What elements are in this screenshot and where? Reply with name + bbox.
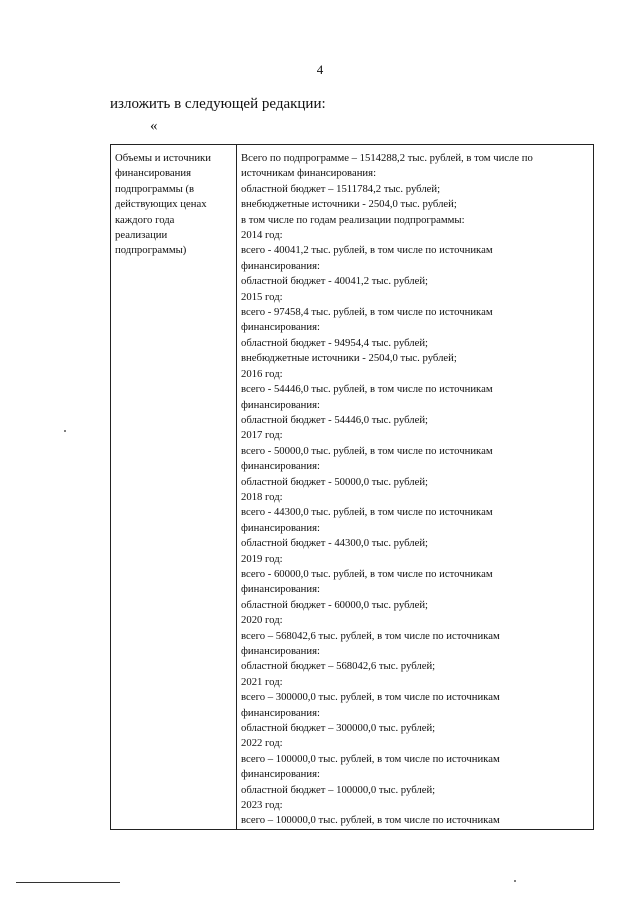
label-line: Объемы и источники xyxy=(115,152,211,164)
content-line: областной бюджет – 300000,0 тыс. рублей; xyxy=(241,722,436,735)
content-line: 2023 год: xyxy=(241,799,283,812)
table-row xyxy=(111,145,594,830)
opening-quote: « xyxy=(150,118,158,134)
content-line: финансирования: xyxy=(241,706,320,719)
content-line: всего – 300000,0 тыс. рублей, в том числе по источникам xyxy=(241,691,500,704)
content-line: 2017 год: xyxy=(241,429,283,442)
content-line: внебюджетные источники - 2504,0 тыс. рублей; xyxy=(241,352,457,365)
content-line: областной бюджет - 54446,0 тыс. рублей; xyxy=(241,413,429,426)
label-line: подпрограммы (в xyxy=(115,182,195,195)
content-line: всего - 40041,2 тыс. рублей, в том числе по источникам xyxy=(241,244,493,257)
content-line: всего – 100000,0 тыс. рублей, в том числе по источникам xyxy=(241,814,500,827)
content-line: областной бюджет – 100000,0 тыс. рублей; xyxy=(241,783,436,796)
content-line: всего - 97458,4 тыс. рублей, в том числе по источникам xyxy=(241,306,493,319)
content-line: финансирования: xyxy=(241,259,320,272)
content-line: областной бюджет – 568042,6 тыс. рублей; xyxy=(241,660,436,673)
footnote-separator xyxy=(16,882,120,883)
content-line: 2014 год: xyxy=(241,229,283,242)
content-line: 2020 год: xyxy=(241,614,283,627)
scan-speck xyxy=(64,430,66,432)
content-line: областной бюджет - 60000,0 тыс. рублей; xyxy=(241,598,429,611)
content-line: финансирования: xyxy=(241,398,320,411)
financing-table xyxy=(110,144,594,830)
content-cell xyxy=(237,145,594,830)
content-line: областной бюджет - 44300,0 тыс. рублей; xyxy=(241,537,429,550)
intro-text: изложить в следующей редакции: xyxy=(110,96,326,112)
label-line: финансирования xyxy=(115,167,191,180)
content-line: в том числе по годам реализации подпрограммы: xyxy=(241,213,465,226)
content-line: всего - 44300,0 тыс. рублей, в том числе по источникам xyxy=(241,506,493,519)
label-line: реализации xyxy=(115,229,168,242)
content-line: финансирования: xyxy=(241,321,320,334)
label-line: действующих ценах xyxy=(115,198,207,211)
content-line: финансирования: xyxy=(241,768,320,781)
content-line: всего - 50000,0 тыс. рублей, в том числе по источникам xyxy=(241,444,493,457)
content-line: всего - 60000,0 тыс. рублей, в том числе по источникам xyxy=(241,567,493,580)
content-line: 2016 год: xyxy=(241,367,283,380)
content-line: 2022 год: xyxy=(241,737,283,750)
content-line: всего – 568042,6 тыс. рублей, в том числе по источникам xyxy=(241,629,500,642)
content-line: всего - 54446,0 тыс. рублей, в том числе по источникам xyxy=(241,383,493,396)
content-line: областной бюджет - 40041,2 тыс. рублей; xyxy=(241,275,429,288)
content-line: областной бюджет – 1511784,2 тыс. рублей; xyxy=(241,182,441,195)
content-line: 2019 год: xyxy=(241,552,283,565)
label-line: каждого года xyxy=(115,213,175,226)
content-line: финансирования: xyxy=(241,460,320,473)
content-line: всего – 100000,0 тыс. рублей, в том числе по источникам xyxy=(241,752,500,765)
content-line: финансирования: xyxy=(241,521,320,534)
content-line: 2021 год: xyxy=(241,675,283,688)
content-line: областной бюджет - 94954,4 тыс. рублей; xyxy=(241,336,429,349)
content-line: финансирования: xyxy=(241,583,320,596)
content-line: финансирования: xyxy=(241,645,320,657)
label-cell xyxy=(111,145,237,830)
content-line: областной бюджет - 50000,0 тыс. рублей; xyxy=(241,475,429,488)
scan-speck xyxy=(514,880,516,882)
content-line: 2018 год: xyxy=(241,490,283,503)
page-number: 4 xyxy=(316,62,324,77)
label-line: подпрограммы) xyxy=(115,244,187,257)
content-line: 2015 год: xyxy=(241,290,283,303)
content-line: внебюджетные источники - 2504,0 тыс. рублей; xyxy=(241,198,457,211)
content-line: источникам финансирования: xyxy=(241,167,377,180)
content-line: Всего по подпрограмме – 1514288,2 тыс. рублей, в том числе по xyxy=(241,152,533,164)
